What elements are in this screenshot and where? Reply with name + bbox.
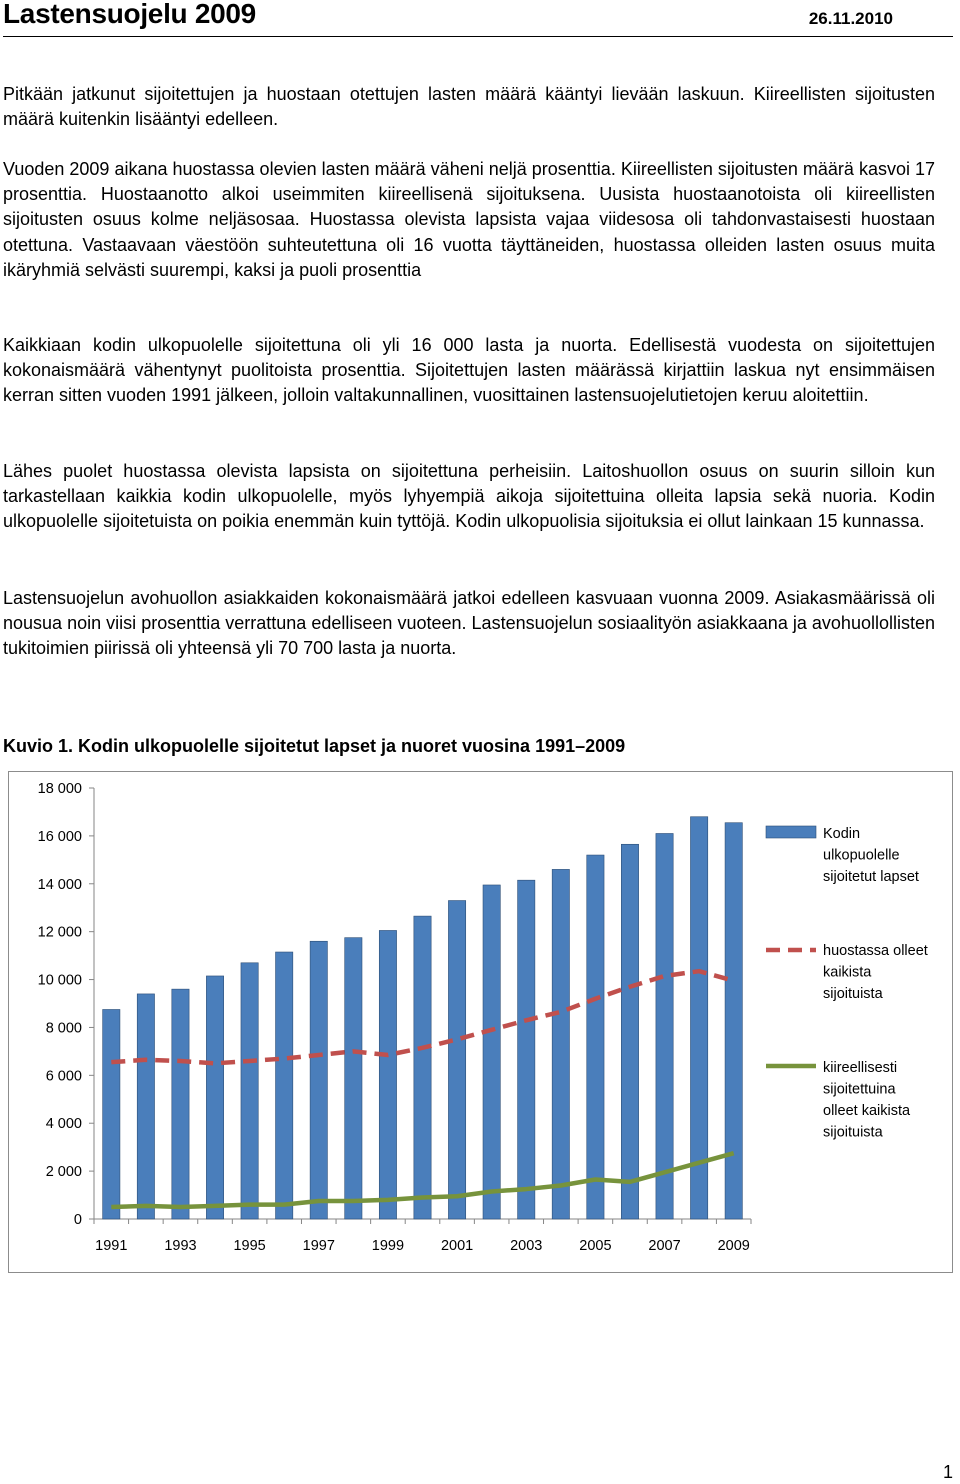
legend-swatch-bar — [766, 826, 816, 838]
bar — [137, 994, 154, 1219]
y-tick-label: 14 000 — [37, 876, 82, 893]
figure-caption: Kuvio 1. Kodin ulkopuolelle sijoitetut lapset ja nuoret vuosina 1991–2009 — [3, 736, 626, 756]
bar — [552, 869, 569, 1219]
paragraph-4: Lähes puolet huostassa olevista lapsista on sijoitettuna perheisiin. Laitoshuollon osuus on suurin silloin kun tarkastellaan kaikkia kodin ulkopuolelle, myös lyhyempiä aikoja sijoitettuina olleita lapsia sekä nuoria. Kodin ulkopuolelle sijoitetuista on poikia enemmän kuin tyttöjä. Kodin ulkopuolisia sijoituksia ei ollut lainkaan 15 kunnassa. — [3, 461, 935, 532]
legend-label: sijoituista — [823, 986, 883, 1002]
legend-label: Kodin — [823, 826, 861, 842]
document-date: 26.11.2010 — [808, 9, 893, 28]
y-tick-label: 4 000 — [45, 1116, 82, 1133]
x-tick-label: 1995 — [233, 1238, 266, 1254]
x-tick-label: 2009 — [717, 1238, 750, 1254]
y-tick-label: 8 000 — [45, 1020, 82, 1037]
x-tick-label: 2007 — [648, 1238, 681, 1254]
paragraph-2: Vuoden 2009 aikana huostassa olevien lasten määrä väheni neljä prosenttia. Kiireellisten sijoitusten määrä kasvoi 17 prosenttia. Huostaanotto alkoi useimmiten kiireellisenä sijoituksena. Uusista huostaanotoista oli kiireellisten sijoitusten osuus kolme neljäsosaa. Huostassa olevista lapsista vajaa viidesosa oli tahdonvastaisesti huostaan otettuna. Vastaavaan väestöön suhteutettuna oli 16 vuotta täyttäneiden, huostassa olleiden lasten osuus muita ikäryhmiä selvästi suurempi, kaksi ja puoli prosenttia — [3, 159, 935, 280]
legend-label: kaikista — [823, 964, 872, 981]
y-tick-label: 0 — [73, 1212, 82, 1228]
bar — [276, 952, 293, 1219]
bar — [414, 916, 431, 1219]
bar — [103, 1009, 120, 1219]
bar — [518, 880, 535, 1219]
legend-label: sijoitetut lapset — [823, 869, 919, 885]
paragraph-5: Lastensuojelun avohuollon asiakkaiden kokonaismäärä jatkoi edelleen kasvuaan vuonna 2009. Asiakasmäärissä oli nousua noin viisi prosenttia verrattuna edelliseen vuoteen. Lastensuojelun sosiaalityön asiakkaana ja avohuollollisten tukitoimien piirissä oli yhteensä yli 70 700 lasta ja nuorta. — [3, 588, 935, 659]
document-header — [3, 0, 953, 37]
page-number: 1 — [942, 1462, 953, 1482]
x-tick-label: 1991 — [95, 1238, 128, 1254]
bar — [483, 885, 500, 1219]
chart-frame — [8, 771, 953, 1273]
y-tick-label: 16 000 — [37, 828, 82, 845]
y-tick-label: 6 000 — [45, 1068, 82, 1085]
legend-label: kiireellisesti — [823, 1060, 898, 1076]
y-tick-label: 10 000 — [37, 972, 82, 989]
legend-label: huostassa olleet — [823, 943, 928, 959]
x-tick-label: 2003 — [510, 1238, 543, 1254]
legend-label: sijoituista — [823, 1124, 883, 1141]
bar — [448, 901, 465, 1219]
x-tick-label: 1999 — [371, 1238, 405, 1254]
x-tick-label: 1993 — [164, 1238, 197, 1254]
bar — [725, 823, 742, 1219]
bar — [206, 976, 223, 1219]
bar — [656, 833, 673, 1219]
legend-label: sijoitettuina — [823, 1081, 896, 1098]
legend-label: ulkopuolelle — [823, 847, 900, 864]
legend-label: olleet kaikista — [823, 1103, 911, 1119]
y-tick-label: 2 000 — [45, 1164, 82, 1181]
paragraph-1: Pitkään jatkunut sijoitettujen ja huostaan otettujen lasten määrä kääntyi lievään laskuun. Kiireellisten sijoitusten määrä kuitenkin lisääntyi edelleen. — [3, 84, 935, 130]
bar — [345, 938, 362, 1219]
x-tick-label: 2001 — [440, 1238, 474, 1254]
bar — [172, 989, 189, 1219]
bar — [621, 844, 638, 1219]
x-tick-label: 1997 — [302, 1238, 335, 1254]
bar — [587, 855, 604, 1219]
bar — [690, 817, 707, 1219]
placements-chart — [9, 772, 952, 1272]
document-title: Lastensuojelu 2009 — [3, 0, 256, 29]
bar — [310, 941, 327, 1219]
y-tick-label: 12 000 — [37, 924, 82, 941]
y-tick-label: 18 000 — [37, 781, 82, 797]
bar — [379, 930, 396, 1219]
x-tick-label: 2005 — [579, 1238, 612, 1254]
bar — [241, 963, 258, 1219]
paragraph-3: Kaikkiaan kodin ulkopuolelle sijoitettuna oli yli 16 000 lasta ja nuorta. Edellisestä vuodesta on sijoitettujen kokonaismäärä vähentynyt puolitoista prosenttia. Sijoitettujen lasten määrässä kirjattiin laskua nyt ensimmäisen kerran sitten vuoden 1991 jälkeen, jolloin valtakunnallinen, vuosittainen lastensuojelutietojen keruu aloitettiin. — [3, 335, 935, 406]
